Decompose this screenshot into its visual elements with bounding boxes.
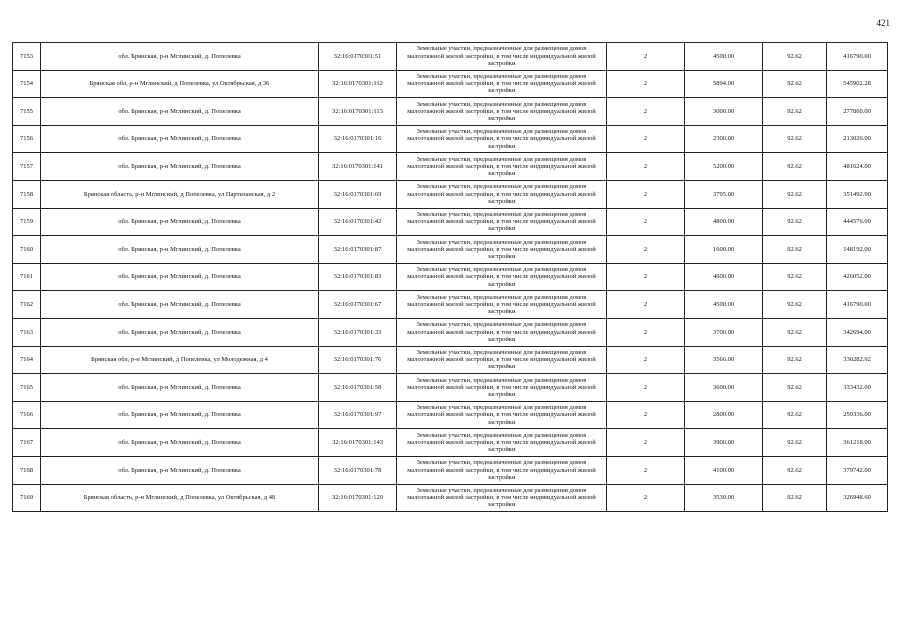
cadastral-value-cell: 213026.00 (827, 125, 888, 153)
specific-value-cell: 92.62 (763, 374, 827, 402)
address-cell: обл. Брянская, р-н Мглинский, д. Попелевка (41, 429, 319, 457)
row-number-cell: 7167 (13, 429, 41, 457)
group-cell: 2 (607, 374, 685, 402)
specific-value-cell: 92.62 (763, 125, 827, 153)
cadastral-number-cell: 32:16:0170301:112 (319, 70, 397, 98)
address-cell: обл. Брянская, р-н Мглинский, д. Попелевка (41, 208, 319, 236)
cadastral-value-cell: 361218.00 (827, 429, 888, 457)
group-cell: 2 (607, 125, 685, 153)
address-cell: обл. Брянская, р-н Мглинский, д. Попелевка (41, 98, 319, 126)
land-use-cell: Земельные участки, предназначенные для размещения домов малоэтажной жилой застройки, в том числе индивидуальной жилой застройки (397, 291, 607, 319)
row-number-cell: 7160 (13, 236, 41, 264)
row-number-cell: 7164 (13, 346, 41, 374)
land-use-cell: Земельные участки, предназначенные для размещения домов малоэтажной жилой застройки, в том числе индивидуальной жилой застройки (397, 125, 607, 153)
specific-value-cell: 92.62 (763, 484, 827, 512)
land-use-cell: Земельные участки, предназначенные для размещения домов малоэтажной жилой застройки, в том числе индивидуальной жилой застройки (397, 374, 607, 402)
specific-value-cell: 92.62 (763, 236, 827, 264)
table-row (13, 346, 888, 374)
specific-value-cell: 92.62 (763, 346, 827, 374)
area-cell: 4100.00 (685, 456, 763, 484)
group-cell: 2 (607, 484, 685, 512)
cadastral-value-cell: 416790.00 (827, 43, 888, 71)
cadastral-value-cell: 326948.60 (827, 484, 888, 512)
row-number-cell: 7168 (13, 456, 41, 484)
row-number-cell: 7161 (13, 263, 41, 291)
group-cell: 2 (607, 180, 685, 208)
area-cell: 3900.00 (685, 429, 763, 457)
land-use-cell: Земельные участки, предназначенные для размещения домов малоэтажной жилой застройки, в том числе индивидуальной жилой застройки (397, 70, 607, 98)
cadastral-value-cell: 148192.00 (827, 236, 888, 264)
land-use-cell: Земельные участки, предназначенные для размещения домов малоэтажной жилой застройки, в том числе индивидуальной жилой застройки (397, 401, 607, 429)
address-cell: Брянская область, р-н Мглинский, д Попелевка, ул Октябрьская, д 48 (41, 484, 319, 512)
specific-value-cell: 92.62 (763, 98, 827, 126)
cadastral-number-cell: 32:16:0170301:87 (319, 236, 397, 264)
cadastral-number-cell: 32:16:0170301:78 (319, 456, 397, 484)
group-cell: 2 (607, 456, 685, 484)
address-cell: обл. Брянская, р-н Мглинский, д. Попелевка (41, 318, 319, 346)
group-cell: 2 (607, 401, 685, 429)
area-cell: 3530.00 (685, 484, 763, 512)
specific-value-cell: 92.62 (763, 429, 827, 457)
row-number-cell: 7169 (13, 484, 41, 512)
address-cell: Брянская область, р-н Мглинский, д Попелевка, ул Партизанская, д 2 (41, 180, 319, 208)
page-number: 421 (876, 18, 890, 28)
cadastral-number-cell: 32:16:0170301:83 (319, 263, 397, 291)
cadastral-number-cell: 32:16:0170301:120 (319, 484, 397, 512)
address-cell: обл. Брянская, р-н Мглинский, д. Попелевка (41, 153, 319, 181)
row-number-cell: 7162 (13, 291, 41, 319)
area-cell: 3600.00 (685, 374, 763, 402)
table-row (13, 236, 888, 264)
row-number-cell: 7163 (13, 318, 41, 346)
cadastral-value-cell: 351492.90 (827, 180, 888, 208)
specific-value-cell: 92.62 (763, 208, 827, 236)
table-row (13, 98, 888, 126)
specific-value-cell: 92.62 (763, 456, 827, 484)
cadastral-number-cell: 32:16:0170301:42 (319, 208, 397, 236)
specific-value-cell: 92.62 (763, 153, 827, 181)
cadastral-number-cell: 32:16:0170301:143 (319, 429, 397, 457)
area-cell: 2800.00 (685, 401, 763, 429)
row-number-cell: 7155 (13, 98, 41, 126)
table-row (13, 208, 888, 236)
cadastral-number-cell: 32:16:0170301:141 (319, 153, 397, 181)
cadastral-value-cell: 545902.28 (827, 70, 888, 98)
cadastral-value-cell: 259336.00 (827, 401, 888, 429)
table-row (13, 153, 888, 181)
group-cell: 2 (607, 429, 685, 457)
group-cell: 2 (607, 291, 685, 319)
land-use-cell: Земельные участки, предназначенные для размещения домов малоэтажной жилой застройки, в том числе индивидуальной жилой застройки (397, 318, 607, 346)
area-cell: 2300.00 (685, 125, 763, 153)
group-cell: 2 (607, 318, 685, 346)
group-cell: 2 (607, 263, 685, 291)
area-cell: 4800.00 (685, 208, 763, 236)
cadastral-value-cell: 342694.00 (827, 318, 888, 346)
table-row (13, 70, 888, 98)
specific-value-cell: 92.62 (763, 70, 827, 98)
address-cell: обл. Брянская, р-н Мглинский, д. Попелевка (41, 43, 319, 71)
land-use-cell: Земельные участки, предназначенные для размещения домов малоэтажной жилой застройки, в том числе индивидуальной жилой застройки (397, 484, 607, 512)
row-number-cell: 7157 (13, 153, 41, 181)
row-number-cell: 7154 (13, 70, 41, 98)
land-use-cell: Земельные участки, предназначенные для размещения домов малоэтажной жилой застройки, в том числе индивидуальной жилой застройки (397, 236, 607, 264)
table-row (13, 401, 888, 429)
table-row (13, 43, 888, 71)
address-cell: Брянская обл, р-н Мглинский, д Попелевка, ул Октябрьская, д 36 (41, 70, 319, 98)
land-use-cell: Земельные участки, предназначенные для размещения домов малоэтажной жилой застройки, в том числе индивидуальной жилой застройки (397, 263, 607, 291)
land-use-cell: Земельные участки, предназначенные для размещения домов малоэтажной жилой застройки, в том числе индивидуальной жилой застройки (397, 456, 607, 484)
area-cell: 4500.00 (685, 43, 763, 71)
address-cell: обл. Брянская, р-н Мглинский, д. Попелевка (41, 236, 319, 264)
row-number-cell: 7156 (13, 125, 41, 153)
land-use-cell: Земельные участки, предназначенные для размещения домов малоэтажной жилой застройки, в том числе индивидуальной жилой застройки (397, 429, 607, 457)
row-number-cell: 7153 (13, 43, 41, 71)
cadastral-number-cell: 32:16:0170301:16 (319, 125, 397, 153)
table-row (13, 180, 888, 208)
row-number-cell: 7166 (13, 401, 41, 429)
row-number-cell: 7159 (13, 208, 41, 236)
cadastral-value-table (12, 42, 888, 512)
group-cell: 2 (607, 98, 685, 126)
group-cell: 2 (607, 236, 685, 264)
address-cell: обл. Брянская, р-н Мглинский, д. Попелевка (41, 263, 319, 291)
address-cell: Брянская обл, р-н Мглинский, д Попелевка, ул Молодежная, д 4 (41, 346, 319, 374)
land-use-cell: Земельные участки, предназначенные для размещения домов малоэтажной жилой застройки, в том числе индивидуальной жилой застройки (397, 43, 607, 71)
group-cell: 2 (607, 153, 685, 181)
table-row (13, 263, 888, 291)
table-row (13, 125, 888, 153)
area-cell: 3000.00 (685, 98, 763, 126)
table-row (13, 429, 888, 457)
specific-value-cell: 92.62 (763, 318, 827, 346)
specific-value-cell: 92.62 (763, 401, 827, 429)
area-cell: 3566.00 (685, 346, 763, 374)
table-row (13, 456, 888, 484)
cadastral-number-cell: 32:16:0170301:33 (319, 318, 397, 346)
cadastral-number-cell: 32:16:0170301:113 (319, 98, 397, 126)
table-row (13, 484, 888, 512)
cadastral-value-cell: 277860.00 (827, 98, 888, 126)
land-use-cell: Земельные участки, предназначенные для размещения домов малоэтажной жилой застройки, в том числе индивидуальной жилой застройки (397, 346, 607, 374)
address-cell: обл. Брянская, р-н Мглинский, д. Попелевка (41, 291, 319, 319)
land-use-cell: Земельные участки, предназначенные для размещения домов малоэтажной жилой застройки, в том числе индивидуальной жилой застройки (397, 180, 607, 208)
cadastral-value-cell: 330282.92 (827, 346, 888, 374)
cadastral-number-cell: 32:16:0170301:51 (319, 43, 397, 71)
specific-value-cell: 92.62 (763, 263, 827, 291)
specific-value-cell: 92.62 (763, 291, 827, 319)
area-cell: 5200.00 (685, 153, 763, 181)
land-use-cell: Земельные участки, предназначенные для размещения домов малоэтажной жилой застройки, в том числе индивидуальной жилой застройки (397, 98, 607, 126)
cadastral-value-cell: 444576.00 (827, 208, 888, 236)
land-use-cell: Земельные участки, предназначенные для размещения домов малоэтажной жилой застройки, в том числе индивидуальной жилой застройки (397, 208, 607, 236)
row-number-cell: 7165 (13, 374, 41, 402)
table-row (13, 291, 888, 319)
cadastral-number-cell: 32:16:0170301:67 (319, 291, 397, 319)
cadastral-value-cell: 426052.00 (827, 263, 888, 291)
cadastral-number-cell: 32:16:0170301:58 (319, 374, 397, 402)
specific-value-cell: 92.62 (763, 180, 827, 208)
specific-value-cell: 92.62 (763, 43, 827, 71)
address-cell: обл. Брянская, р-н Мглинский, д. Попелевка (41, 456, 319, 484)
area-cell: 4600.00 (685, 263, 763, 291)
cadastral-number-cell: 32:16:0170301:69 (319, 180, 397, 208)
table-row (13, 374, 888, 402)
address-cell: обл. Брянская, р-н Мглинский, д. Попелевка (41, 125, 319, 153)
group-cell: 2 (607, 346, 685, 374)
cadastral-value-cell: 379742.00 (827, 456, 888, 484)
cadastral-value-cell: 481624.00 (827, 153, 888, 181)
group-cell: 2 (607, 43, 685, 71)
address-cell: обл. Брянская, р-н Мглинский, д. Попелевка (41, 401, 319, 429)
cadastral-number-cell: 32:16:0170301:76 (319, 346, 397, 374)
group-cell: 2 (607, 208, 685, 236)
table-row (13, 318, 888, 346)
cadastral-number-cell: 32:16:0170301:97 (319, 401, 397, 429)
area-cell: 3700.00 (685, 318, 763, 346)
area-cell: 5894.00 (685, 70, 763, 98)
row-number-cell: 7158 (13, 180, 41, 208)
cadastral-value-cell: 333432.00 (827, 374, 888, 402)
area-cell: 3795.00 (685, 180, 763, 208)
address-cell: обл. Брянская, р-н Мглинский, д. Попелевка (41, 374, 319, 402)
area-cell: 1600.00 (685, 236, 763, 264)
cadastral-value-cell: 416790.00 (827, 291, 888, 319)
table-body (13, 43, 888, 512)
area-cell: 4500.00 (685, 291, 763, 319)
land-use-cell: Земельные участки, предназначенные для размещения домов малоэтажной жилой застройки, в том числе индивидуальной жилой застройки (397, 153, 607, 181)
group-cell: 2 (607, 70, 685, 98)
